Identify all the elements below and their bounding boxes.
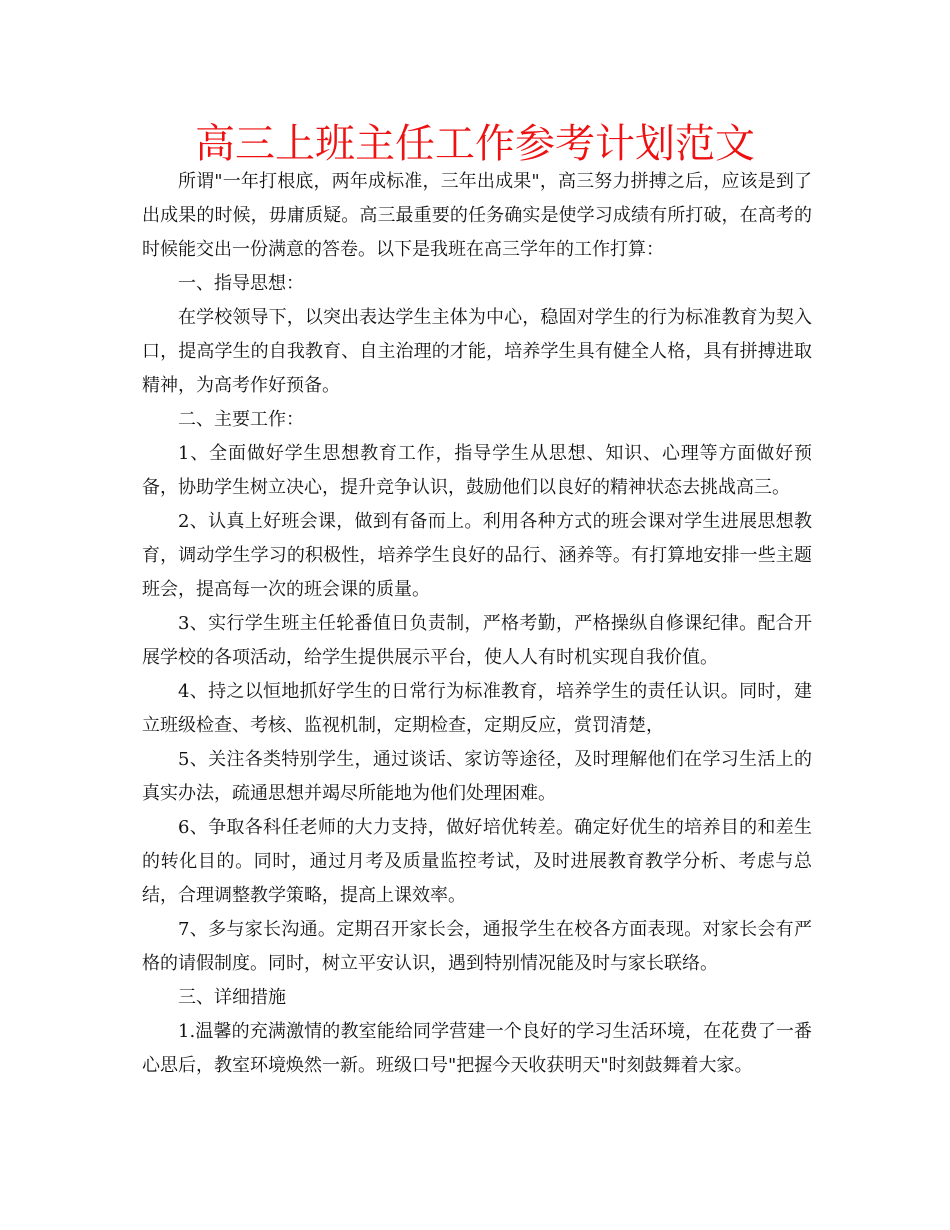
section-heading-guiding-ideology: 一、指导思想： (178, 273, 304, 294)
document-body (142, 165, 812, 1083)
intro-paragraph: 所谓"一年打根底，两年成标准，三年出成果"，高三努力拼搏之后，应该是到了出成果的时候，毋庸质疑。高三最重要的任务确实是使学习成绩有所打破，在高考的时候能交出一份满意的答卷。以下是我班在高三学年的工作打算： (142, 171, 812, 260)
main-work-item: 3、实行学生班主任轮番值日负责制，严格考勤，严格操纵自修课纪律。配合开展学校的各项活动，给学生提供展示平台，使人人有时机实现自我价值。 (142, 613, 812, 668)
guiding-ideology-paragraph: 在学校领导下，以突出表达学生主体为中心，稳固对学生的行为标准教育为契入口，提高学生的自我教育、自主治理的才能，培养学生具有健全人格，具有拼搏进取精神，为高考作好预备。 (142, 307, 812, 396)
main-work-item: 7、多与家长沟通。定期召开家长会，通报学生在校各方面表现。对家长会有严格的请假制度。同时，树立平安认识，遇到特别情况能及时与家长联络。 (142, 919, 812, 974)
main-work-item: 1、全面做好学生思想教育工作，指导学生从思想、知识、心理等方面做好预备，协助学生树立决心，提升竞争认识，鼓励他们以良好的精神状态去挑战高三。 (142, 443, 812, 498)
main-work-item: 2、认真上好班会课，做到有备而上。利用各种方式的班会课对学生进展思想教育，调动学生学习的积极性，培养学生良好的品行、涵养等。有打算地安排一些主题班会，提高每一次的班会课的质量。 (142, 511, 812, 600)
document-title: 高三上班主任工作参考计划范文 (195, 121, 755, 167)
main-work-item: 4、持之以恒地抓好学生的日常行为标准教育，培养学生的责任认识。同时，建立班级检查、考核、监视机制，定期检查，定期反应，赏罚清楚， (142, 681, 812, 736)
main-work-item: 6、争取各科任老师的大力支持，做好培优转差。确定好优生的培养目的和差生的转化目的。同时，通过月考及质量监控考试，及时进展教育教学分析、考虑与总结，合理调整教学策略，提高上课效率。 (142, 817, 812, 906)
section-heading-main-work: 二、主要工作： (178, 409, 304, 430)
section-heading-detailed-measures: 三、详细措施 (178, 987, 286, 1008)
detailed-measure-item: 1.温馨的充满激情的教室能给同学营建一个良好的学习生活环境，在花费了一番心思后，教室环境焕然一新。班级口号"把握今天收获明天"时刻鼓舞着大家。 (142, 1021, 812, 1076)
main-work-item: 5、关注各类特别学生，通过谈话、家访等途径，及时理解他们在学习生活上的真实办法，疏通思想并竭尽所能地为他们处理困难。 (142, 749, 812, 804)
